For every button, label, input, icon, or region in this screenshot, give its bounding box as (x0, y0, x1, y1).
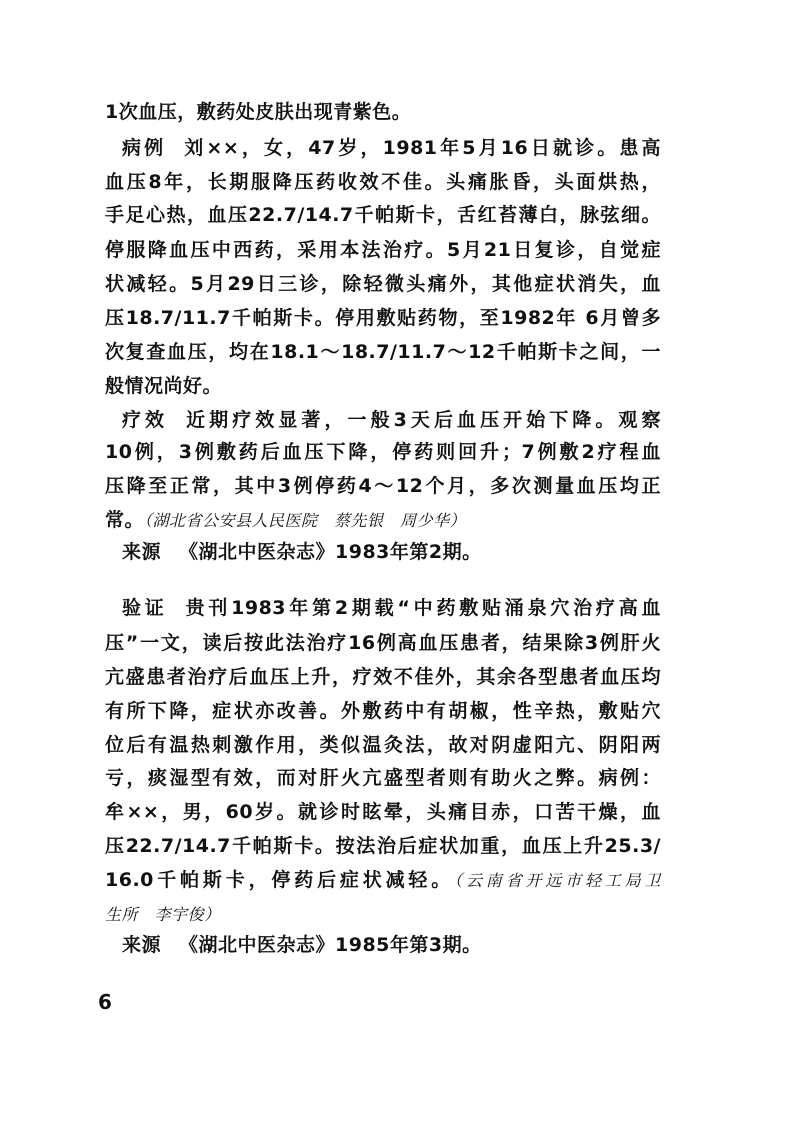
page-number: 6 (98, 990, 112, 1014)
text-line (122, 540, 661, 564)
author-attribution: （云南省开远市轻工局卫 (454, 871, 661, 890)
line-text: 有所下降，症状亦改善。外敷药中有胡椒，性辛热，敷贴穴 (105, 700, 661, 722)
text-line (105, 170, 661, 194)
text-line (122, 136, 661, 160)
line-text: 贵刊1983年第2期载“中药敷贴涌泉穴治疗高血 (185, 597, 661, 619)
line-text: 近期疗效显著，一般3天后血压开始下降。观察 (186, 409, 661, 431)
text-line (122, 596, 661, 620)
text-line (105, 834, 661, 858)
section-heading: 来源 (122, 934, 162, 956)
text-line (105, 440, 661, 464)
line-text: 刘××，女，47岁，1981年5月16日就诊。患高 (184, 137, 661, 159)
text-line (105, 868, 661, 893)
text-line (122, 933, 661, 957)
line-text: 停服降血压中西药，采用本法治疗。5月21日复诊，自觉症 (105, 239, 661, 261)
text-line (105, 733, 661, 757)
text-line (105, 272, 661, 296)
line-text: 亏，痰湿型有效，而对肝火亢盛型者则有助火之弊。病例： (105, 767, 661, 789)
line-text: 位后有温热刺激作用，类似温灸法，故对阴虚阳亢、阴阳两 (105, 734, 661, 756)
text-line (105, 306, 661, 330)
text-line (105, 902, 661, 927)
text-line (105, 800, 661, 824)
section-heading: 病例 (122, 137, 167, 159)
line-text: 《湖北中医杂志》1985年第3期。 (179, 934, 482, 956)
line-text: 压22.7/14.7千帕斯卡。按法治后症状加重，血压上升25.3/ (105, 835, 661, 857)
line-text: 状减轻。5月29日三诊，除轻微头痛外，其他症状消失，血 (105, 273, 661, 295)
text-line (105, 100, 661, 124)
line-text: 10例，3例敷药后血压下降，停药则回升；7例敷2疗程血 (105, 441, 661, 463)
line-text: 般情况尚好。 (105, 375, 223, 397)
section-heading: 验证 (122, 597, 168, 619)
line-text: 压18.7/11.7千帕斯卡。停用敷贴药物，至1982年 6月曾多 (105, 307, 661, 329)
line-text: 血压8年，长期服降压药收效不佳。头痛胀昏，头面烘热， (105, 171, 661, 193)
section-heading: 来源 (122, 541, 162, 563)
text-line (105, 766, 661, 790)
author-attribution: 生所 李宇俊） (105, 905, 221, 924)
text-line (105, 508, 661, 533)
text-line (105, 203, 661, 227)
line-text: 《湖北中医杂志》1983年第2期。 (179, 541, 482, 563)
section-heading: 疗效 (122, 409, 169, 431)
line-text: 常。 (105, 509, 145, 531)
text-line (105, 699, 661, 723)
line-text: 压”一文，读后按此法治疗16例高血压患者，结果除3例肝火 (105, 632, 661, 654)
line-text: 压降至正常，其中3例停药4～12个月，多次测量血压均正 (105, 475, 661, 497)
text-line (105, 374, 661, 398)
line-text: 次复查血压，均在18.1～18.7/11.7～12千帕斯卡之间，一 (105, 341, 661, 363)
author-attribution: （湖北省公安县人民医院 蔡先银 周少华） (144, 511, 467, 530)
text-line (105, 665, 661, 689)
text-line (105, 340, 661, 364)
text-line (122, 408, 661, 432)
line-text: 1次血压，敷药处皮肤出现青紫色。 (105, 101, 412, 123)
text-line (105, 474, 661, 498)
text-line (105, 238, 661, 262)
line-text: 手足心热，血压22.7/14.7千帕斯卡，舌红苔薄白，脉弦细。 (105, 204, 661, 226)
line-text: 16.0千帕斯卡，停药后症状减轻。 (105, 869, 455, 891)
line-text: 亢盛患者治疗后血压上升，疗效不佳外，其余各型患者血压均 (105, 666, 661, 688)
line-text: 牟××，男，60岁。就诊时眩晕，头痛目赤，口苦干燥，血 (105, 801, 661, 823)
text-line (105, 631, 661, 655)
